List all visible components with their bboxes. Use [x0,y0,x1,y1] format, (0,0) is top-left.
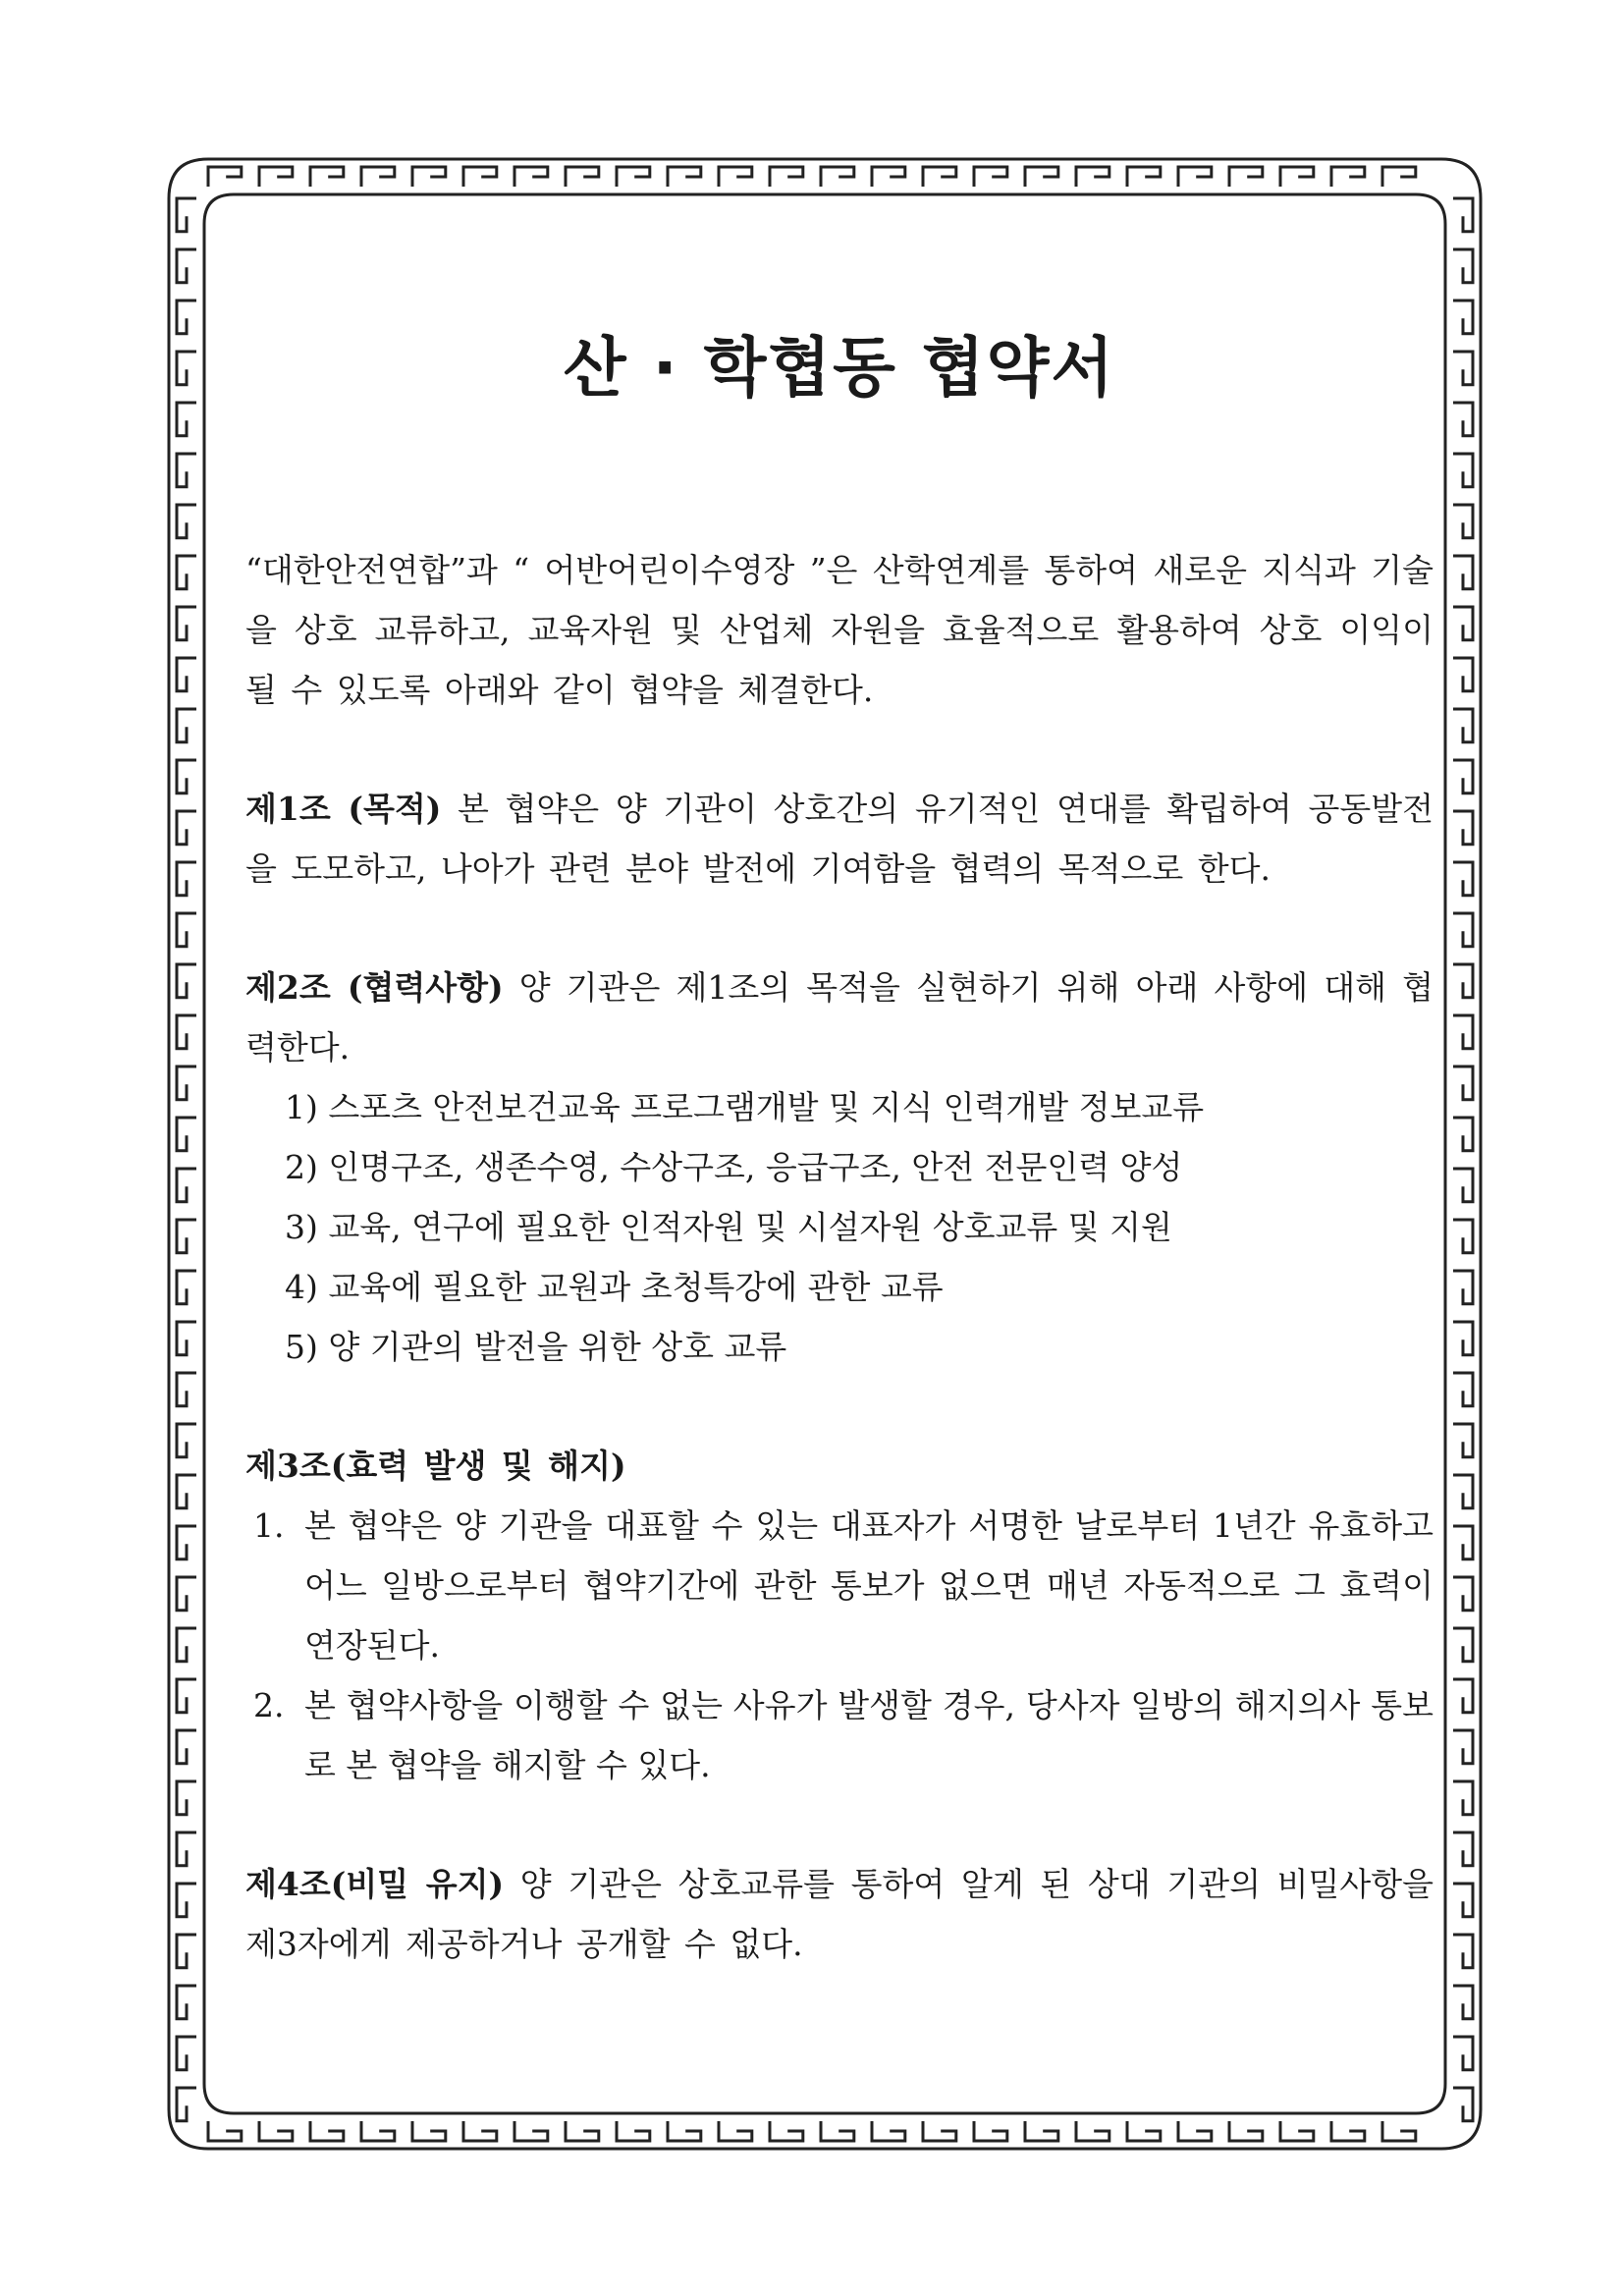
item-text: 본 협약은 양 기관을 대표할 수 있는 대표자가 서명한 날로부터 1년간 유효하고 어느 일방으로부터 협약기간에 관한 통보가 없으면 매년 자동적으로 그 효력이 연장된다. [304,1506,1434,1665]
article-2-heading: 제2조 (협력사항) [245,968,504,1007]
list-item [245,1496,1434,1675]
article-3-heading: 제3조(효력 발생 및 해지) [245,1447,626,1485]
article-1-heading: 제1조 (목적) [245,790,442,828]
agreement-document [245,330,1434,1974]
article-4-text: 양 기관은 상호교류를 통하여 알게 된 상대 기관의 비밀사항을 제3자에게 제공하거나 공개할 수 없다. [245,1865,1434,1963]
article-2 [245,957,1434,1377]
list-item: 5) 양 기관의 발전을 위한 상호 교류 [285,1328,787,1366]
intro-paragraph: “대한안전연합”과 “ 어반어린이수영장 ”은 산학연계를 통하여 새로운 지식과 기술을 상호 교류하고, 교육자원 및 산업체 자원을 효율적으로 활용하여 상호 이익이 될 수 있도록 아래와 같이 협약을 체결한다. [245,551,1434,709]
article-3-items [245,1496,1434,1795]
article-3 [245,1436,1434,1795]
item-text: 본 협약사항을 이행할 수 없는 사유가 발생할 경우, 당사자 일방의 해지의사 통보로 본 협약을 해지할 수 있다. [304,1686,1434,1784]
list-item: 4) 교육에 필요한 교원과 초청특강에 관한 교류 [285,1268,944,1306]
article-4-heading: 제4조(비밀 유지) [245,1865,505,1903]
article-1-text: 본 협약은 양 기관이 상호간의 유기적인 연대를 확립하여 공동발전을 도모하고, 나아가 관련 분야 발전에 기여함을 협력의 목적으로 한다. [245,790,1434,888]
article-4 [245,1854,1434,1974]
list-item: 1) 스포츠 안전보건교육 프로그램개발 및 지식 인력개발 정보교류 [285,1088,1205,1126]
list-item: 3) 교육, 연구에 필요한 인적자원 및 시설자원 상호교류 및 지원 [285,1208,1172,1246]
item-number: 1. [253,1506,285,1545]
document-title: 산 · 학협동 협약서 [563,330,1116,406]
article-1 [245,779,1434,899]
list-item: 2) 인명구조, 생존수영, 수상구조, 응급구조, 안전 전문인력 양성 [285,1148,1183,1186]
item-number: 2. [253,1686,285,1724]
list-item [245,1675,1434,1795]
article-2-text: 양 기관은 제1조의 목적을 실현하기 위해 아래 사항에 대해 협력한다. [245,968,1434,1066]
article-2-items [245,1077,1434,1377]
